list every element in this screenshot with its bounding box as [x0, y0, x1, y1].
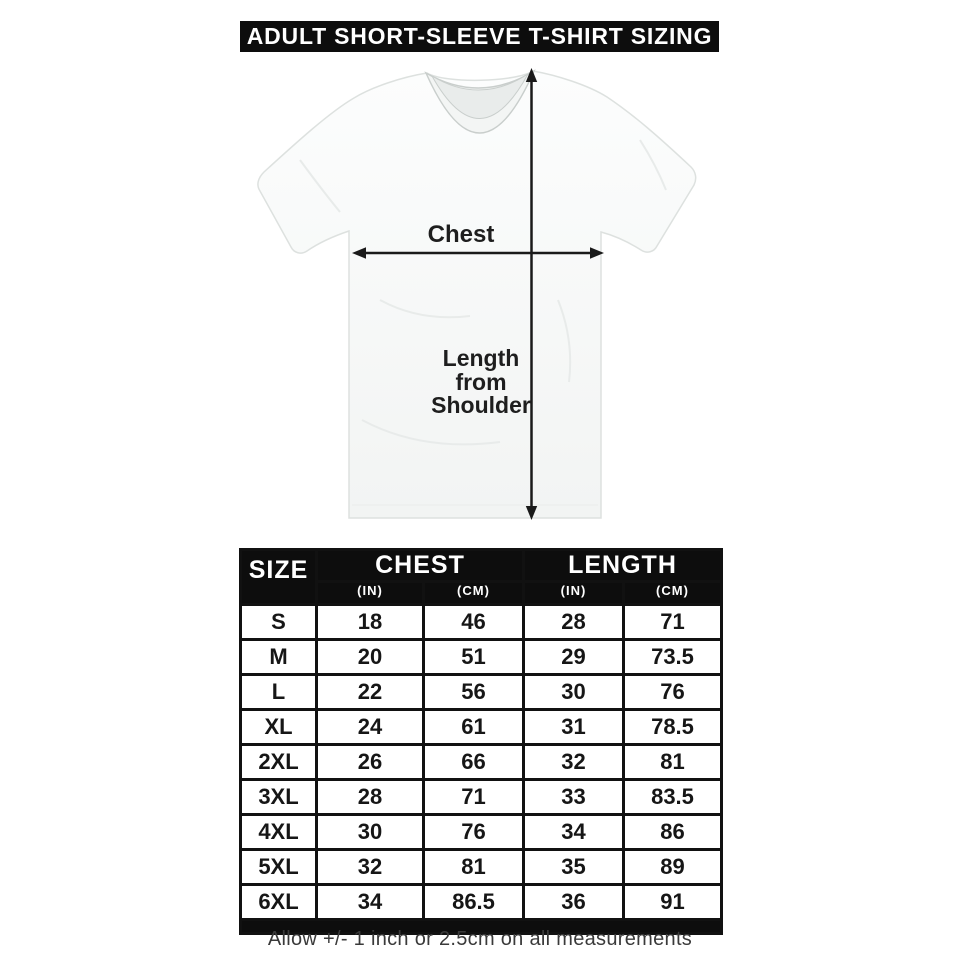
chest-in-cell: 18	[317, 605, 424, 640]
unit-header-length-in: (IN)	[524, 582, 624, 605]
chest-measure-label: Chest	[427, 221, 495, 248]
chest-in-cell: 24	[317, 710, 424, 745]
length-cm-cell: 76	[624, 675, 722, 710]
length-cm-cell: 89	[624, 850, 722, 885]
chest-in-cell: 26	[317, 745, 424, 780]
table-row	[241, 885, 722, 920]
length-in-cell: 31	[524, 710, 624, 745]
length-cm-cell: 91	[624, 885, 722, 920]
chest-in-cell: 30	[317, 815, 424, 850]
length-in-cell: 33	[524, 780, 624, 815]
length-cm-cell: 73.5	[624, 640, 722, 675]
size-cell: M	[241, 640, 317, 675]
table-row	[241, 815, 722, 850]
chest-in-cell: 34	[317, 885, 424, 920]
size-cell: S	[241, 605, 317, 640]
table-row	[241, 605, 722, 640]
table-row	[241, 675, 722, 710]
column-header-chest: CHEST	[317, 550, 524, 582]
chest-cm-cell: 81	[424, 850, 524, 885]
chest-cm-cell: 71	[424, 780, 524, 815]
size-cell: L	[241, 675, 317, 710]
tolerance-note: Allow +/- 1 inch or 2.5cm on all measurements	[267, 928, 693, 950]
chest-cm-cell: 56	[424, 675, 524, 710]
length-in-cell: 35	[524, 850, 624, 885]
table-row	[241, 780, 722, 815]
column-header-size: SIZE	[241, 550, 317, 605]
length-in-cell: 30	[524, 675, 624, 710]
sizing-table-header	[241, 550, 722, 605]
tshirt-shape	[258, 71, 696, 518]
table-row	[241, 850, 722, 885]
chest-in-cell: 32	[317, 850, 424, 885]
chest-cm-cell: 61	[424, 710, 524, 745]
size-cell: 4XL	[241, 815, 317, 850]
table-row	[241, 745, 722, 780]
chest-cm-cell: 86.5	[424, 885, 524, 920]
length-in-cell: 28	[524, 605, 624, 640]
table-row	[241, 640, 722, 675]
length-cm-cell: 83.5	[624, 780, 722, 815]
unit-header-chest-cm: (CM)	[424, 582, 524, 605]
length-label-line1: Length	[442, 345, 520, 371]
chest-cm-cell: 46	[424, 605, 524, 640]
length-in-cell: 36	[524, 885, 624, 920]
size-cell: XL	[241, 710, 317, 745]
length-cm-cell: 86	[624, 815, 722, 850]
size-cell: 2XL	[241, 745, 317, 780]
unit-header-length-cm: (CM)	[624, 582, 722, 605]
page-title: ADULT SHORT-SLEEVE T-SHIRT SIZING	[246, 23, 713, 49]
length-in-cell: 32	[524, 745, 624, 780]
length-cm-cell: 71	[624, 605, 722, 640]
size-cell: 3XL	[241, 780, 317, 815]
length-in-cell: 29	[524, 640, 624, 675]
column-header-length: LENGTH	[524, 550, 722, 582]
chest-in-cell: 22	[317, 675, 424, 710]
unit-header-chest-in: (IN)	[317, 582, 424, 605]
chest-cm-cell: 76	[424, 815, 524, 850]
size-cell: 5XL	[241, 850, 317, 885]
table-row	[241, 710, 722, 745]
chest-in-cell: 28	[317, 780, 424, 815]
chest-cm-cell: 66	[424, 745, 524, 780]
chest-in-cell: 20	[317, 640, 424, 675]
size-cell: 6XL	[241, 885, 317, 920]
chest-cm-cell: 51	[424, 640, 524, 675]
length-label-line2: from	[455, 368, 507, 395]
length-in-cell: 34	[524, 815, 624, 850]
length-label-line3: Shoulder	[431, 392, 531, 418]
length-cm-cell: 78.5	[624, 710, 722, 745]
length-cm-cell: 81	[624, 745, 722, 780]
length-measure-label	[401, 347, 561, 418]
sizing-table	[239, 548, 723, 935]
